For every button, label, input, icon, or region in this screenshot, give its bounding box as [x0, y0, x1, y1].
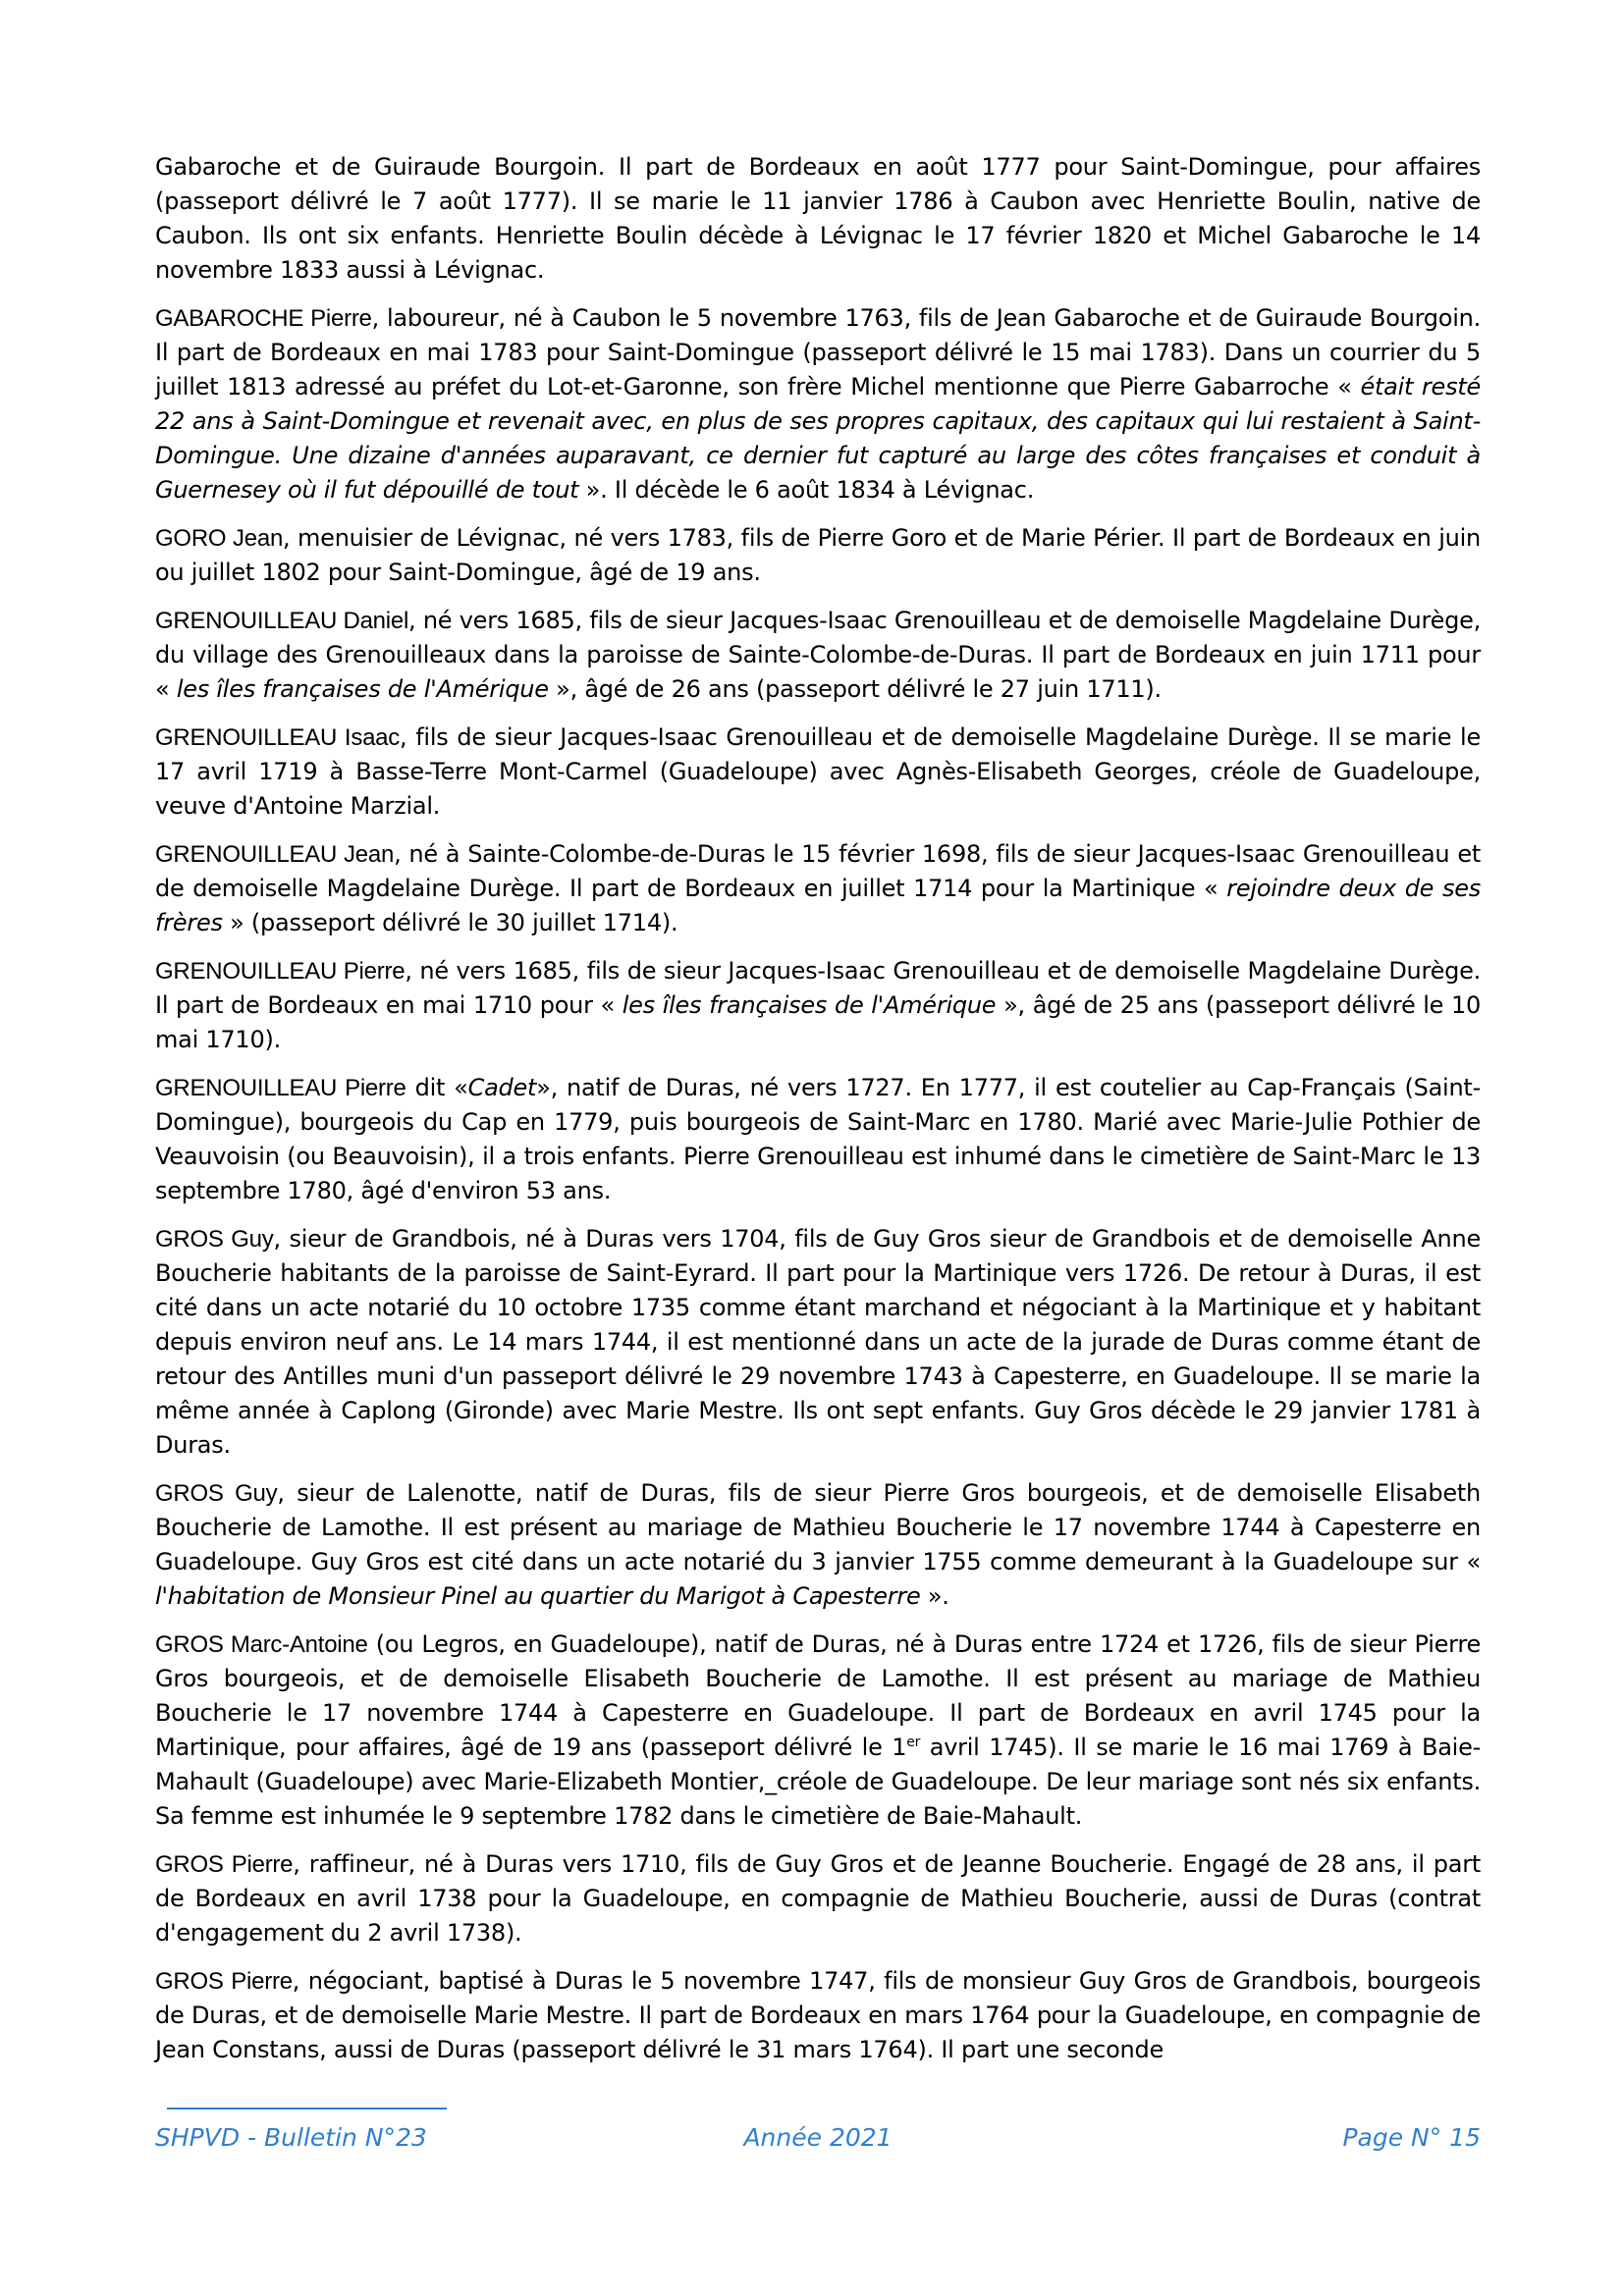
entry-text: dit « — [406, 1074, 468, 1101]
entry-superscript: er — [906, 1735, 921, 1750]
entry-name: GROS Pierre — [155, 1851, 294, 1878]
entry-name: GRENOUILLEAU Jean — [155, 841, 395, 868]
entry-name: GRENOUILLEAU Isaac — [155, 724, 401, 751]
entry-text: Gabaroche et de Guiraude Bourgoin. Il part de Bordeaux en août 1777 pour Saint-Domingue, pour affaires (passeport délivré le 7 août 1777). Il se marie le 11 janvier 1786 à Caubon avec Henriette Boulin, native de Caubon. Ils ont six enfants. Henriette Boulin décède à Lévignac le 17 février 1820 et Michel Gabaroche le 14 novembre 1833 aussi à Lévignac. — [155, 153, 1481, 284]
entry-name: GROS Guy — [155, 1480, 278, 1507]
entry-quote: rejoindre deux de ses frères — [155, 875, 1481, 936]
footer-bulletin: SHPVD - Bulletin N°23 — [155, 2123, 427, 2152]
entry-paragraph — [155, 1071, 1481, 1208]
entry-paragraph — [155, 521, 1481, 590]
entry-quote: les îles françaises de l'Amérique — [622, 991, 997, 1019]
entry-text: , fils de sieur Jacques-Isaac Grenouilleau et de demoiselle Magdelaine Durège. Il se marie le 17 avril 1719 à Basse-Terre Mont-Carmel (Guadeloupe) avec Agnès-Elisabeth Georges, créole de Guadeloupe, veuve d'Antoine Marzial. — [155, 723, 1481, 820]
entry-paragraph — [155, 721, 1481, 824]
entry-text: », âgé de 26 ans (passeport délivré le 27 juin 1711). — [548, 675, 1162, 703]
entry-quote: les îles françaises de l'Amérique — [176, 675, 549, 703]
entry-quote: était resté 22 ans à Saint-Domingue et revenait avec, en plus de ses propres capitaux, des capitaux qui lui restaient à Saint-Domingue. Une dizaine d'années auparavant, ce dernier fut capturé au large des côtes françaises et conduit à Guernesey où il fut dépouillé de tout — [155, 373, 1481, 504]
entry-name: GRENOUILLEAU Pierre — [155, 1075, 406, 1101]
entry-paragraph — [155, 1628, 1481, 1834]
entry-paragraph — [155, 301, 1481, 507]
entry-text: » (passeport délivré le 30 juillet 1714). — [222, 909, 678, 936]
entry-name: GROS Marc-Antoine — [155, 1631, 368, 1658]
entry-text: , sieur de Grandbois, né à Duras vers 1704, fils de Guy Gros sieur de Grandbois et de demoiselle Anne Boucherie habitants de la paroisse de Saint-Eyrard. Il part pour la Martinique vers 1726. De retour à Duras, il est cité dans un acte notarié du 10 octobre 1735 comme étant marchand et négociant à la Martinique et y habitant depuis environ neuf ans. Le 14 mars 1744, il est mentionné dans un acte de la jurade de Duras comme étant de retour des Antilles muni d'un passeport délivré le 29 novembre 1743 à Capesterre, en Guadeloupe. Il se marie la même année à Caplong (Gironde) avec Marie Mestre. Ils ont sept enfants. Guy Gros décède le 29 janvier 1781 à Duras. — [155, 1225, 1481, 1459]
entry-name: GORO Jean — [155, 525, 284, 552]
entry-text: , laboureur, né à Caubon le 5 novembre 1763, fils de Jean Gabaroche et de Guiraude Bourgoin. Il part de Bordeaux en mai 1783 pour Saint-Domingue (passeport délivré le 15 mai 1783). Dans un courrier du 5 juillet 1813 adressé au préfet du Lot-et-Garonne, son frère Michel mentionne que Pierre Gabarroche « — [155, 304, 1481, 400]
footer-year: Année 2021 — [743, 2123, 893, 2152]
entry-name: GROS Pierre — [155, 1968, 293, 1995]
document-body — [155, 150, 1481, 2081]
entry-paragraph — [155, 1222, 1481, 1463]
entry-name: GRENOUILLEAU Daniel — [155, 608, 409, 634]
entry-paragraph — [155, 1964, 1481, 2067]
entry-text: ». — [920, 1582, 949, 1610]
entry-text: (ou Legros, en Guadeloupe), natif de Duras, né à Duras entre 1724 et 1726, fils de sieur Pierre Gros bourgeois, et de demoiselle Elisabeth Boucherie de Lamothe. Il est présent au mariage de Mathieu Boucherie le 17 novembre 1744 à Capesterre en Guadeloupe. Il part de Bordeaux en avril 1745 pour la Martinique, pour affaires, âgé de 19 ans (passeport délivré le 1 — [155, 1630, 1481, 1761]
entry-name: GROS Guy — [155, 1226, 274, 1253]
entry-text: , menuisier de Lévignac, né vers 1783, fils de Pierre Goro et de Marie Périer. Il part de Bordeaux en juin ou juillet 1802 pour Saint-Domingue, âgé de 19 ans. — [155, 524, 1482, 586]
footer-rule — [167, 2108, 447, 2109]
entry-quote: l'habitation de Monsieur Pinel au quartier du Marigot à Capesterre — [155, 1582, 921, 1610]
entry-text: , né à Sainte-Colombe-de-Duras le 15 février 1698, fils de sieur Jacques-Isaac Grenouilleau et de demoiselle Magdelaine Durège. Il part de Bordeaux en juillet 1714 pour la Martinique « — [155, 840, 1481, 902]
entry-name: GABAROCHE Pierre — [155, 305, 372, 332]
entry-text: , négociant, baptisé à Duras le 5 novembre 1747, fils de monsieur Guy Gros de Grandbois, bourgeois de Duras, et de demoiselle Marie Mestre. Il part de Bordeaux en mars 1764 pour la Guadeloupe, en compagnie de Jean Constans, aussi de Duras (passeport délivré le 31 mars 1764). Il part une seconde — [155, 1967, 1481, 2063]
entry-text: avril 1745). Il se marie le 16 mai 1769 à Baie-Mahault (Guadeloupe) avec Marie-Elizabeth Montier,_créole de Guadeloupe. De leur mariage sont nés six enfants. Sa femme est inhumée le 9 septembre 1782 dans le cimetière de Baie-Mahault. — [155, 1734, 1482, 1830]
entry-paragraph — [155, 150, 1481, 288]
entry-paragraph — [155, 1847, 1481, 1950]
entry-text: ». Il décède le 6 août 1834 à Lévignac. — [578, 476, 1035, 504]
entry-text: , né vers 1685, fils de sieur Jacques-Isaac Grenouilleau et de demoiselle Magdelaine Durège, du village des Grenouilleaux dans la paroisse de Sainte-Colombe-de-Duras. Il part de Bordeaux en juin 1711 pour « — [155, 607, 1481, 703]
entry-paragraph — [155, 954, 1481, 1057]
page-footer — [155, 2123, 1481, 2157]
entry-name: GRENOUILLEAU Pierre — [155, 958, 406, 985]
entry-text: », natif de Duras, né vers 1727. En 1777, il est coutelier au Cap-Français (Saint-Domingue), bourgeois du Cap en 1779, puis bourgeois de Saint-Marc en 1780. Marié avec Marie-Julie Pothier de Veauvoisin (ou Beauvoisin), il a trois enfants. Pierre Grenouilleau est inhumé dans le cimetière de Saint-Marc le 13 septembre 1780, âgé d'environ 53 ans. — [155, 1074, 1482, 1204]
entry-quote: Cadet — [467, 1074, 537, 1101]
entry-paragraph — [155, 837, 1481, 940]
entry-paragraph — [155, 1476, 1481, 1614]
entry-text: , raffineur, né à Duras vers 1710, fils de Guy Gros et de Jeanne Boucherie. Engagé de 28 ans, il part de Bordeaux en avril 1738 pour la Guadeloupe, en compagnie de Mathieu Boucherie, aussi de Duras (contrat d'engagement du 2 avril 1738). — [155, 1850, 1481, 1947]
entry-paragraph — [155, 604, 1481, 707]
entry-text: , sieur de Lalenotte, natif de Duras, fils de sieur Pierre Gros bourgeois, et de demoiselle Elisabeth Boucherie de Lamothe. Il est présent au mariage de Mathieu Boucherie le 17 novembre 1744 à Capesterre en Guadeloupe. Guy Gros est cité dans un acte notarié du 3 janvier 1755 comme demeurant à la Guadeloupe sur « — [155, 1479, 1482, 1575]
entry-text: , né vers 1685, fils de sieur Jacques-Isaac Grenouilleau et de demoiselle Magdelaine Durège. Il part de Bordeaux en mai 1710 pour « — [155, 957, 1481, 1019]
footer-page-number: Page N° 15 — [1342, 2123, 1481, 2152]
entry-text: », âgé de 25 ans (passeport délivré le 10 mai 1710). — [155, 991, 1482, 1053]
